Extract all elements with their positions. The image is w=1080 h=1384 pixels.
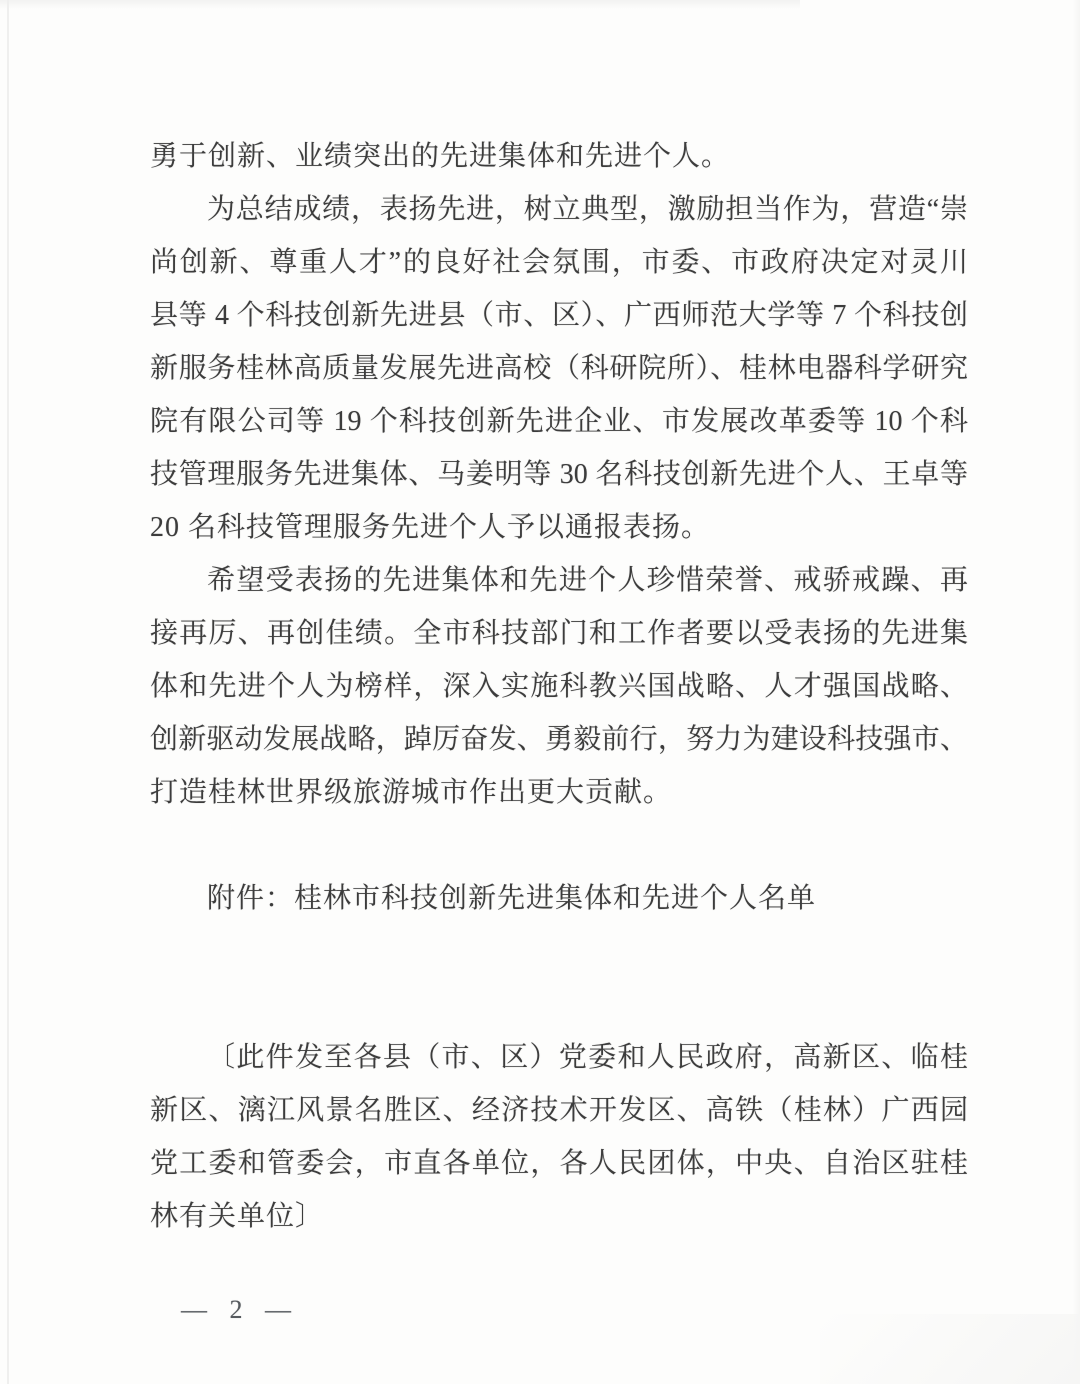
body-line: 为总结成绩，表扬先进，树立典型，激励担当作为，营造“崇: [207, 194, 968, 225]
scan-artifact-left-edge: [7, 0, 9, 1384]
body-line: 20 名科技管理服务先进个人予以通报表扬。: [150, 512, 711, 543]
body-line: 尚创新、尊重人才”的良好社会氛围，市委、市政府决定对灵川: [150, 247, 968, 278]
body-line: 县等 4 个科技创新先进县（市、区）、广西师范大学等 7 个科技创: [150, 300, 968, 331]
body-line: 新服务桂林高质量发展先进高校（科研院所）、桂林电器科学研究: [150, 353, 968, 384]
body-line: 勇于创新、业绩突出的先进集体和先进个人。: [150, 141, 731, 172]
scan-artifact-right-edge: [1073, 0, 1080, 1384]
scan-artifact-bottom-corner: [820, 1314, 1080, 1384]
distribution-line: 党工委和管委会，市直各单位，各人民团体，中央、自治区驻桂: [150, 1148, 968, 1179]
scan-artifact-top-edge: [0, 0, 800, 9]
distribution-line: 新区、漓江风景名胜区、经济技术开发区、高铁（桂林）广西园: [150, 1095, 968, 1126]
body-line: 接再厉、再创佳绩。全市科技部门和工作者要以受表扬的先进集: [150, 618, 968, 649]
page-number: — 2 —: [181, 1295, 293, 1324]
attachment-line: 附件：桂林市科技创新先进集体和先进个人名单: [207, 883, 817, 914]
body-line: 创新驱动发展战略，踔厉奋发、勇毅前行，努力为建设科技强市、: [150, 724, 968, 755]
body-line: 希望受表扬的先进集体和先进个人珍惜荣誉、戒骄戒躁、再: [207, 565, 968, 596]
body-line: 技管理服务先进集体、马姜明等 30 名科技创新先进个人、王卓等: [150, 459, 968, 490]
distribution-line: 林有关单位〕: [150, 1201, 325, 1232]
distribution-line: 〔此件发至各县（市、区）党委和人民政府，高新区、临桂: [207, 1042, 968, 1073]
body-line: 打造桂林世界级旅游城市作出更大贡献。: [150, 777, 673, 808]
body-line: 院有限公司等 19 个科技创新先进企业、市发展改革委等 10 个科: [150, 406, 968, 437]
document-body: [150, 130, 968, 1243]
body-line: 体和先进个人为榜样，深入实施科教兴国战略、人才强国战略、: [150, 671, 968, 702]
